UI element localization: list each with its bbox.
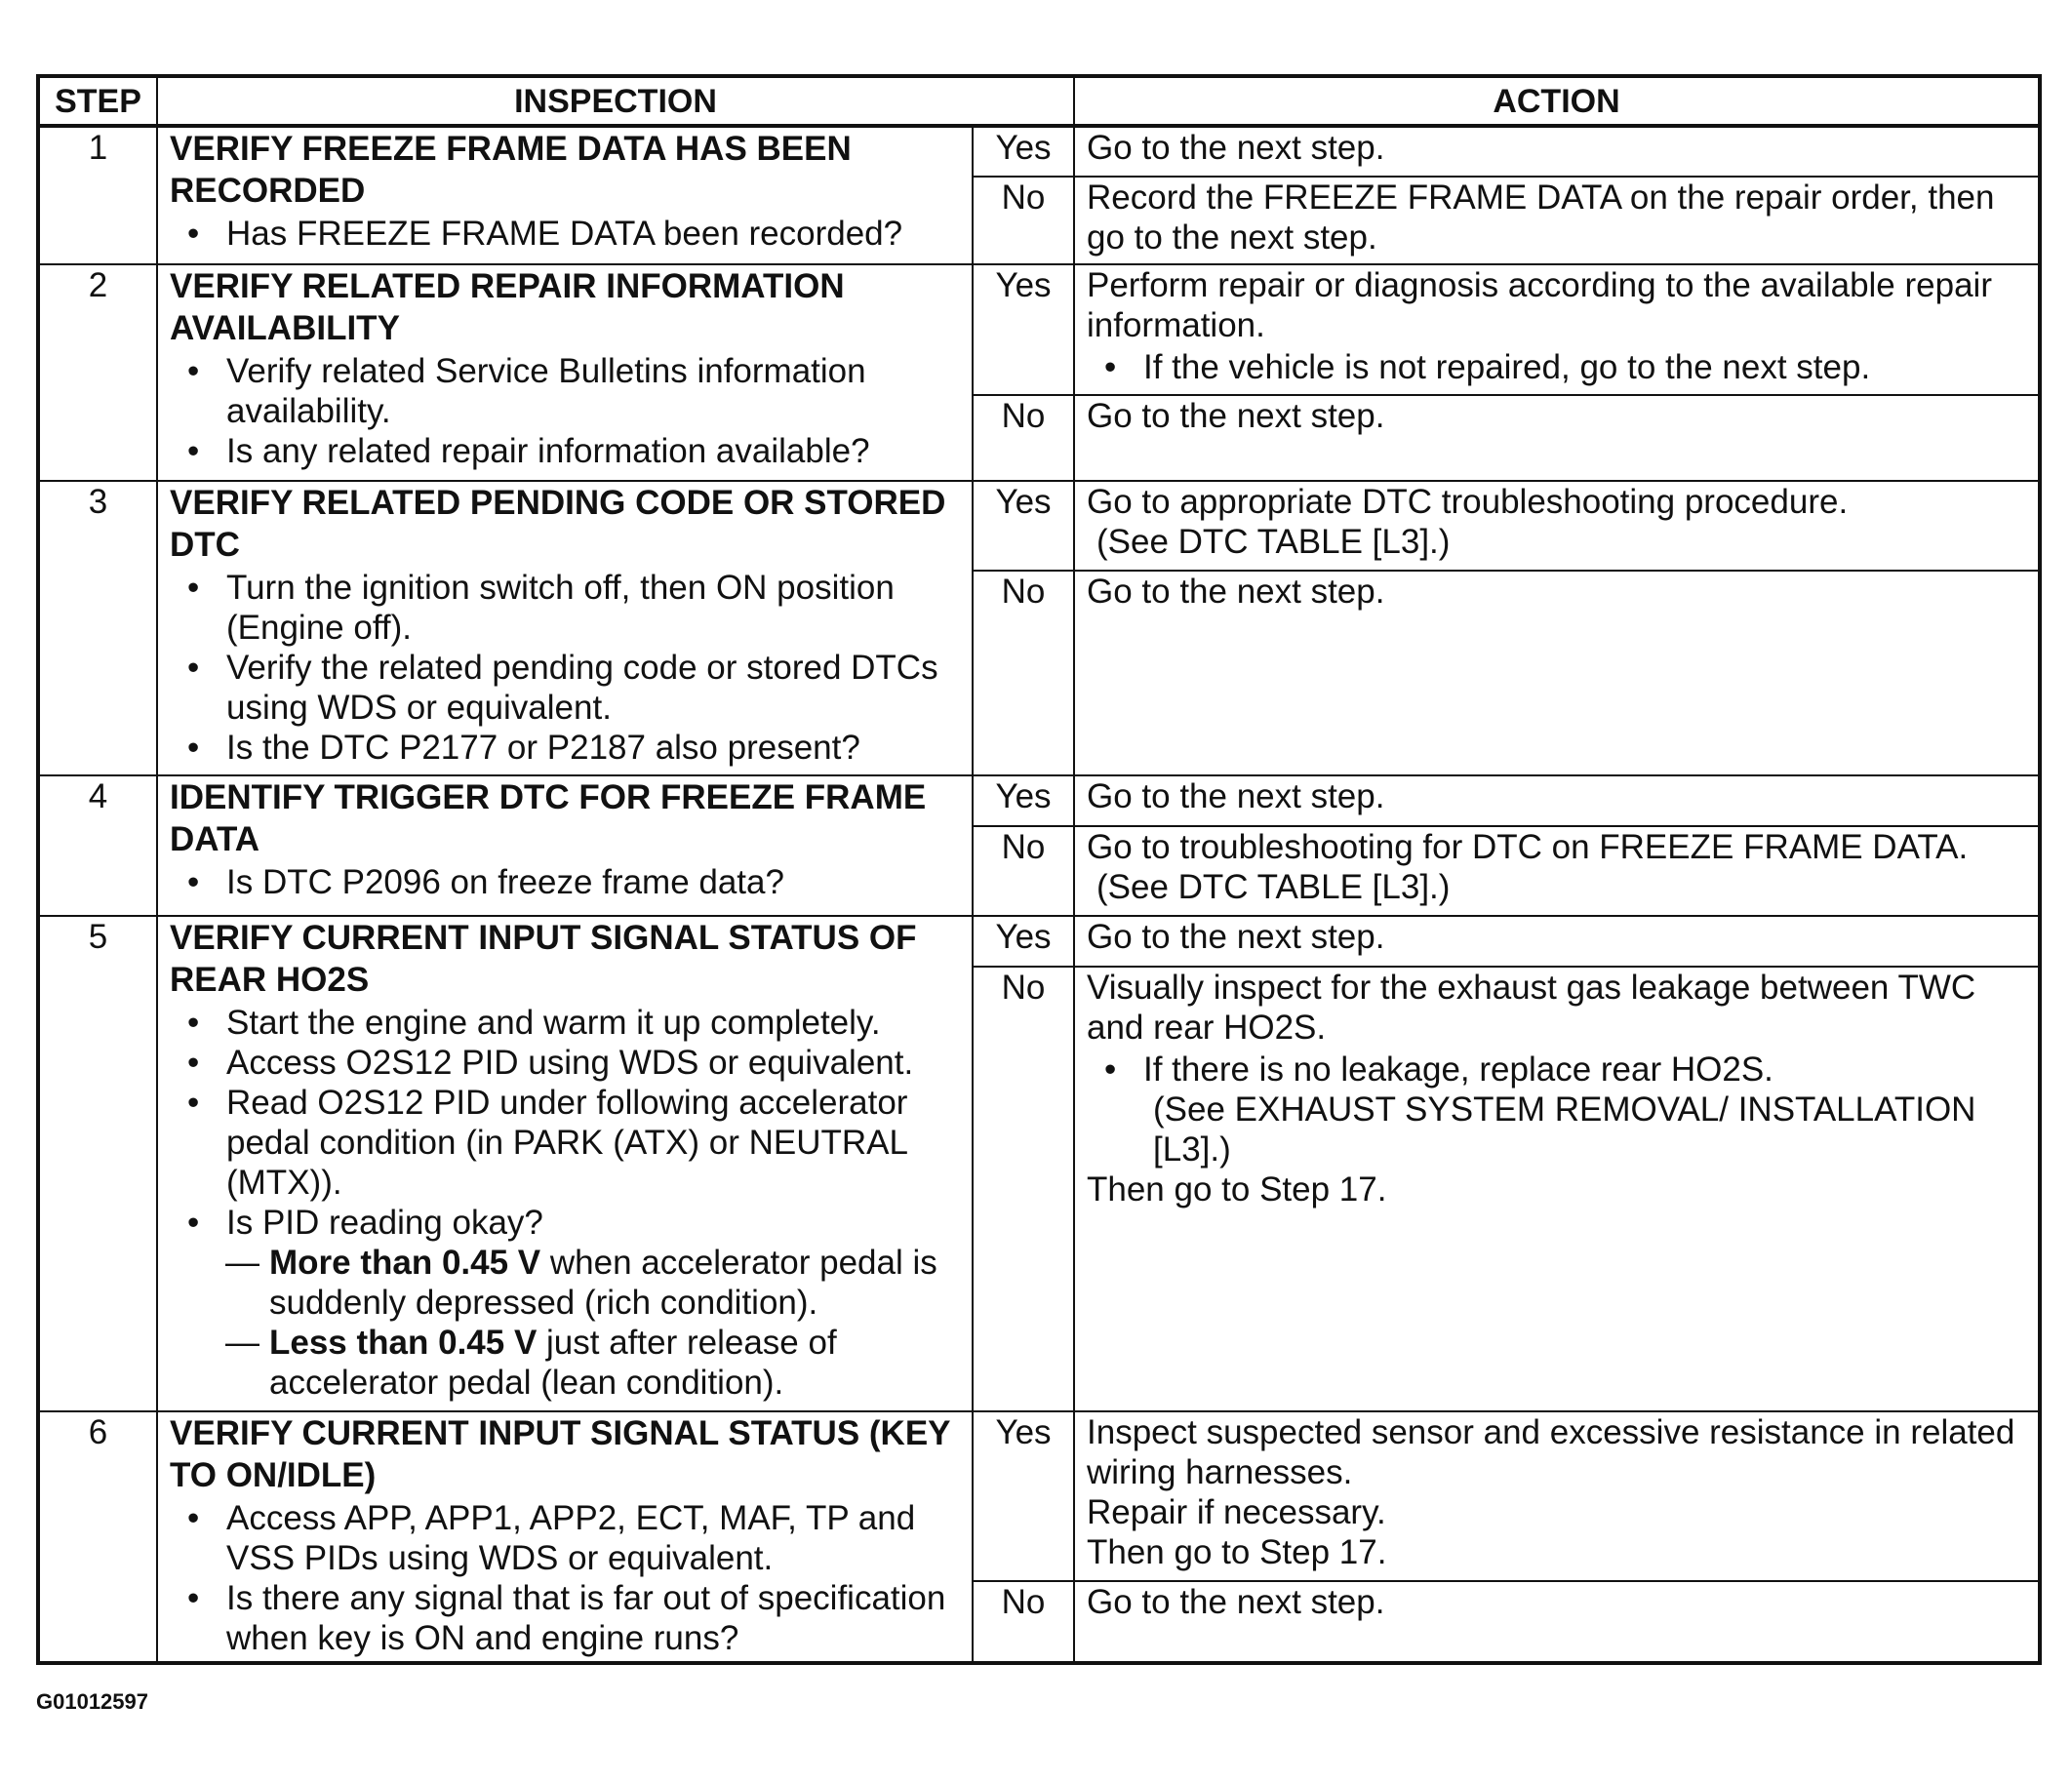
action-line: Record the FREEZE FRAME DATA on the repair order, then go to the next step. — [1087, 178, 1995, 257]
header-inspection: INSPECTION — [157, 76, 1074, 126]
no-label: No — [973, 177, 1074, 264]
table-row — [38, 126, 2040, 177]
yes-action — [1074, 1411, 2040, 1581]
yes-label: Yes — [973, 916, 1074, 967]
yes-label: Yes — [973, 264, 1074, 395]
table-header-row — [38, 76, 2040, 126]
table-row — [38, 775, 2040, 826]
inspection-cell — [157, 916, 973, 1411]
no-action — [1074, 177, 2040, 264]
yes-action — [1074, 916, 2040, 967]
inspection-bullet: • Has FREEZE FRAME DATA been recorded? — [226, 214, 960, 254]
no-action — [1074, 1581, 2040, 1663]
no-label: No — [973, 826, 1074, 916]
condition-value: Less than 0.45 V — [269, 1324, 538, 1362]
yes-label: Yes — [973, 126, 1074, 177]
inspection-cell — [157, 264, 973, 481]
action-line: Visually inspect for the exhaust gas leakage between TWC and rear HO2S. — [1087, 969, 1976, 1047]
inspection-title: VERIFY FREEZE FRAME DATA HAS BEEN RECORDED — [170, 130, 852, 210]
action-line: (See DTC TABLE [L3].) — [1096, 523, 1451, 561]
action-bullet: • If there is no leakage, replace rear HO2S. — [1143, 1050, 2026, 1090]
inspection-cell — [157, 126, 973, 264]
inspection-title: VERIFY CURRENT INPUT SIGNAL STATUS (KEY TO ON/IDLE) — [170, 1414, 950, 1494]
action-line: Go to the next step. — [1087, 777, 1385, 815]
inspection-bullet: • Start the engine and warm it up completely. — [226, 1003, 960, 1043]
diagnostic-procedure-table — [36, 74, 2042, 1665]
no-action — [1074, 571, 2040, 775]
condition-text: when accelerator pedal is suddenly depressed (rich condition). — [269, 1244, 937, 1322]
no-action — [1074, 826, 2040, 916]
yes-action — [1074, 481, 2040, 571]
action-line: Go to the next step. — [1087, 129, 1385, 167]
action-line: Go to the next step. — [1087, 1583, 1385, 1621]
action-line: Repair if necessary. — [1087, 1493, 1386, 1531]
step-number: 3 — [38, 481, 157, 775]
inspection-bullet: • Is DTC P2096 on freeze frame data? — [226, 862, 960, 902]
action-line: Go to the next step. — [1087, 397, 1385, 435]
no-action — [1074, 395, 2040, 481]
inspection-bullet: • Is the DTC P2177 or P2187 also present? — [226, 728, 960, 768]
no-label: No — [973, 571, 1074, 775]
no-action — [1074, 967, 2040, 1411]
inspection-bullet: • Turn the ignition switch off, then ON position (Engine off). — [226, 568, 960, 648]
no-label: No — [973, 395, 1074, 481]
action-line: Go to the next step. — [1087, 918, 1385, 956]
inspection-bullet: • Access O2S12 PID using WDS or equivalent. — [226, 1043, 960, 1083]
inspection-bullet: • Is any related repair information available? — [226, 431, 960, 471]
yes-label: Yes — [973, 481, 1074, 571]
no-label: No — [973, 1581, 1074, 1663]
condition-item — [269, 1243, 960, 1323]
table-row — [38, 481, 2040, 571]
inspection-title: IDENTIFY TRIGGER DTC FOR FREEZE FRAME DATA — [170, 778, 927, 858]
inspection-cell — [157, 1411, 973, 1663]
table-row — [38, 916, 2040, 967]
header-step: STEP — [38, 76, 157, 126]
action-line: Inspect suspected sensor and excessive resistance in related wiring harnesses. — [1087, 1413, 2015, 1491]
inspection-bullet — [226, 1203, 960, 1403]
no-label: No — [973, 967, 1074, 1411]
action-reference: (See EXHAUST SYSTEM REMOVAL/ INSTALLATION [L3].) — [1153, 1090, 1976, 1169]
figure-id: G01012597 — [36, 1689, 148, 1714]
step-number: 4 — [38, 775, 157, 916]
step-number: 6 — [38, 1411, 157, 1663]
action-line: Perform repair or diagnosis according to the available repair information. — [1087, 266, 1992, 344]
inspection-bullet: • Verify related Service Bulletins information availability. — [226, 351, 960, 431]
action-line: Go to troubleshooting for DTC on FREEZE FRAME DATA. — [1087, 828, 1969, 866]
inspection-bullet: • Access APP, APP1, APP2, ECT, MAF, TP and VSS PIDs using WDS or equivalent. — [226, 1498, 960, 1578]
action-bullet: • If the vehicle is not repaired, go to the next step. — [1143, 347, 2026, 387]
condition-item — [269, 1323, 960, 1403]
yes-label: Yes — [973, 1411, 1074, 1581]
inspection-title: VERIFY RELATED REPAIR INFORMATION AVAILABILITY — [170, 267, 845, 347]
table-row — [38, 264, 2040, 395]
inspection-bullet: • Read O2S12 PID under following accelerator pedal condition (in PARK (ATX) or NEUTRAL (MTX)). — [226, 1083, 960, 1203]
action-line: Then go to Step 17. — [1087, 1533, 1387, 1571]
inspection-title: VERIFY RELATED PENDING CODE OR STORED DTC — [170, 484, 946, 564]
yes-action — [1074, 775, 2040, 826]
inspection-cell — [157, 481, 973, 775]
action-line: Then go to Step 17. — [1087, 1170, 1387, 1208]
step-number: 5 — [38, 916, 157, 1411]
yes-action — [1074, 264, 2040, 395]
action-line: Go to the next step. — [1087, 573, 1385, 611]
yes-action — [1074, 126, 2040, 177]
yes-label: Yes — [973, 775, 1074, 826]
condition-text: just after release of accelerator pedal (lean condition). — [269, 1324, 837, 1402]
action-line: (See DTC TABLE [L3].) — [1096, 868, 1451, 906]
inspection-bullet: • Verify the related pending code or stored DTCs using WDS or equivalent. — [226, 648, 960, 728]
inspection-bullet: • Is there any signal that is far out of specification when key is ON and engine runs? — [226, 1578, 960, 1658]
step-number: 2 — [38, 264, 157, 481]
header-action: ACTION — [1074, 76, 2040, 126]
action-line: Go to appropriate DTC troubleshooting procedure. — [1087, 483, 1849, 521]
step-number: 1 — [38, 126, 157, 264]
inspection-title: VERIFY CURRENT INPUT SIGNAL STATUS OF REAR HO2S — [170, 919, 917, 999]
condition-value: More than 0.45 V — [269, 1244, 541, 1282]
inspection-bullet-text: Is PID reading okay? — [226, 1204, 543, 1242]
table-row — [38, 1411, 2040, 1581]
inspection-cell — [157, 775, 973, 916]
